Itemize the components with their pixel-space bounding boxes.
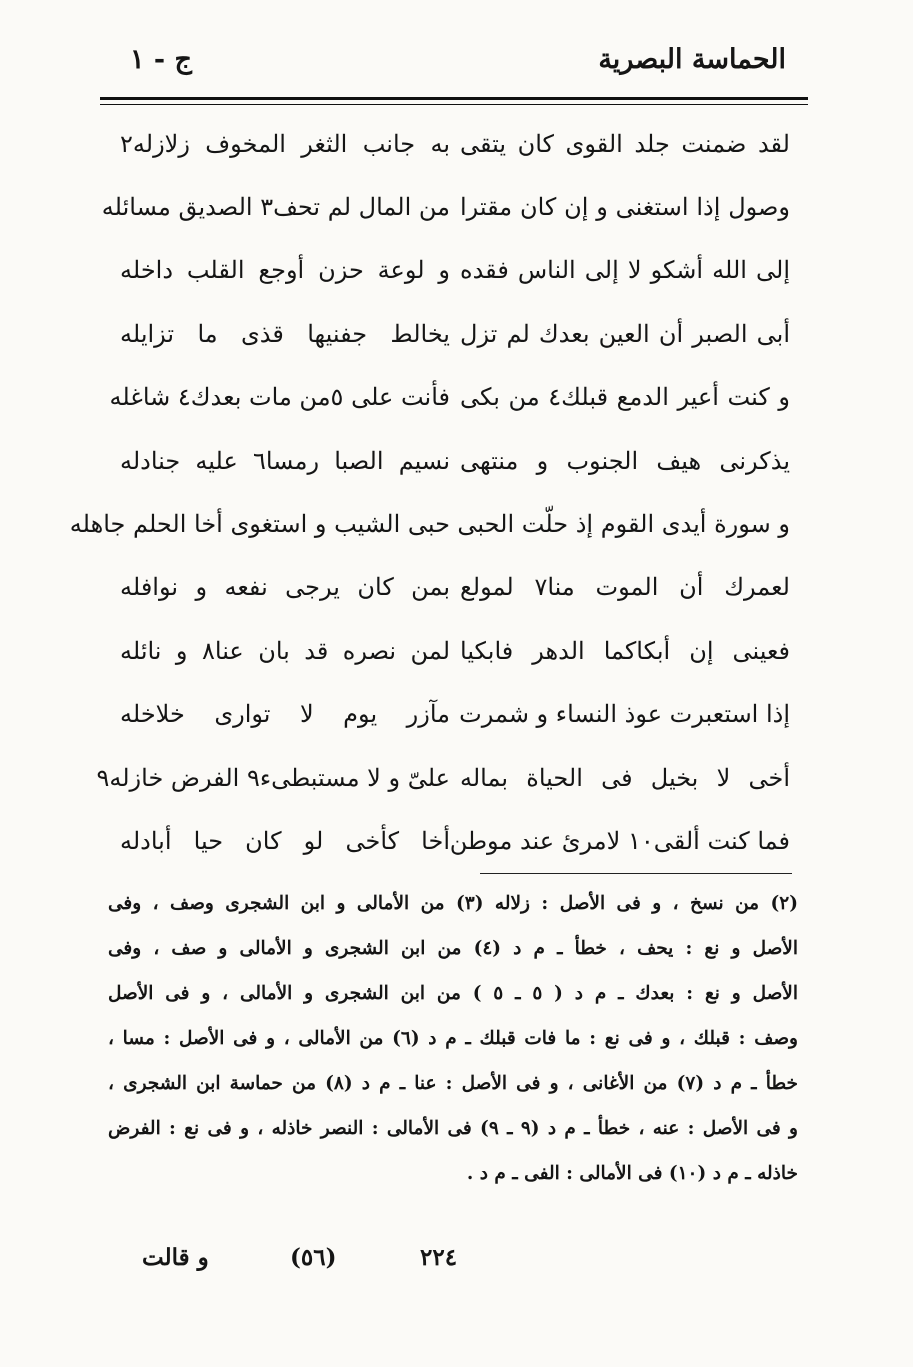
poem-verses xyxy=(69,112,790,873)
verse-second-hemistich: نسيم الصبا رمسا٦ عليه جنادله xyxy=(120,446,451,475)
page-footer xyxy=(100,1240,800,1280)
footnotes xyxy=(108,881,798,1196)
verse-first-hemistich: لعمرك أن الموت منا٧ لمولع xyxy=(460,573,790,602)
verse-first-hemistich: إذا استعبرت عوذ النساء و شمرت xyxy=(459,700,790,729)
header-rule-thin xyxy=(100,104,808,105)
verse-second-hemistich: به جانب الثغر المخوف زلازله٢ xyxy=(120,129,450,158)
verse-line xyxy=(120,239,790,302)
verse-line xyxy=(101,175,790,238)
verse-second-hemistich: مآزر يوم لا توارى خلاخله xyxy=(120,700,450,729)
footnote-line: الأصل و نع : يحف ، خطأ ـ م د (٤) من ابن الشجرى و الأمالى و صف ، وفى xyxy=(108,938,798,959)
verse-line xyxy=(120,302,790,365)
verse-first-hemistich: أبى الصبر أن العين بعدك لم تزل xyxy=(460,319,790,348)
verse-second-hemistich: يخالط جفنيها قذى ما تزايله xyxy=(120,319,450,348)
verse-line xyxy=(120,556,790,619)
verse-first-hemistich: لقد ضمنت جلد القوى كان يتقى xyxy=(460,129,790,158)
verse-line xyxy=(120,429,790,492)
verse-second-hemistich: فأنت على ٥من مات بعدك٤ شاغله xyxy=(109,383,450,412)
verse-second-hemistich: علىّ و لا مستبطىء٩ الفرض خازله٩ xyxy=(96,763,450,792)
footnote-line: الأصل و نع : بعدك ـ م د ( ٥ ـ ٥ ) من ابن الشجرى و الأمالى ، و فى الأصل xyxy=(108,983,798,1004)
verse-second-hemistich: أخا كأخى لو كان حيا أبادله xyxy=(120,826,450,855)
footnote-line: وصف : قبلك ، و فى نع : ما فات قبلك ـ م د (٦) من الأمالى ، و فى الأصل : مسا ، xyxy=(108,1028,798,1049)
verse-line xyxy=(120,683,790,746)
footnote-line: و فى الأصل : عنه ، خطأ ـ م د (٩ ـ ٩) فى الأمالى : النصر خاذله ، و فى نع : الفرض xyxy=(108,1118,798,1139)
footnote-line: خطأ ـ م د (٧) من الأغانى ، و فى الأصل : عنا ـ م د (٨) من حماسة ابن الشجرى ، xyxy=(108,1073,798,1094)
verse-line xyxy=(96,746,790,809)
running-header xyxy=(100,38,808,94)
verse-second-hemistich: لمن نصره قد بان عنا٨ و نائله xyxy=(120,636,450,665)
volume-number: ج - ١ xyxy=(130,44,192,75)
verse-line xyxy=(120,809,790,872)
verse-line xyxy=(109,366,790,429)
poem-number: (٥٦) xyxy=(290,1244,337,1271)
verse-line xyxy=(120,112,790,175)
catchword: و قالت xyxy=(142,1244,209,1271)
header-rule-thick xyxy=(100,97,808,100)
verse-first-hemistich: وصول إذا استغنى و إن كان مقترا xyxy=(460,193,790,222)
verse-first-hemistich: فما كنت ألقى١٠ لامرئ عند موطن xyxy=(449,826,790,855)
verse-second-hemistich: حبى الشيب و استغوى أخا الحلم جاهله xyxy=(69,510,450,539)
verse-line xyxy=(120,619,790,682)
page-number: ٢٢٤ xyxy=(420,1244,458,1271)
footnote-line: (٢) من نسخ ، و فى الأصل : زلاله (٣) من الأمالى و ابن الشجرى وصف ، وفى xyxy=(108,893,798,914)
verse-first-hemistich: أخى لا بخيل فى الحياة بماله xyxy=(460,763,790,792)
verse-first-hemistich: إلى الله أشكو لا إلى الناس فقده xyxy=(460,256,790,285)
verse-second-hemistich: بمن كان يرجى نفعه و نوافله xyxy=(120,573,450,602)
footnote-rule xyxy=(480,873,792,874)
verse-first-hemistich: و سورة أيدى القوم إذ حلّت الحبى xyxy=(457,510,790,539)
verse-second-hemistich: من المال لم تحف٣ الصديق مسائله xyxy=(101,193,450,222)
book-title: الحماسة البصرية xyxy=(598,44,786,75)
verse-first-hemistich: فعينى إن أبكاكما الدهر فابكيا xyxy=(460,636,790,665)
verse-line xyxy=(69,492,790,555)
verse-second-hemistich: و لوعة حزن أوجع القلب داخله xyxy=(120,256,450,285)
footnote-line: خاذله ـ م د (١٠) فى الأمالى : الفى ـ م د . xyxy=(466,1163,798,1184)
verse-first-hemistich: و كنت أعير الدمع قبلك٤ من بكى xyxy=(460,383,790,412)
verse-first-hemistich: يذكرنى هيف الجنوب و منتهى xyxy=(460,446,790,475)
